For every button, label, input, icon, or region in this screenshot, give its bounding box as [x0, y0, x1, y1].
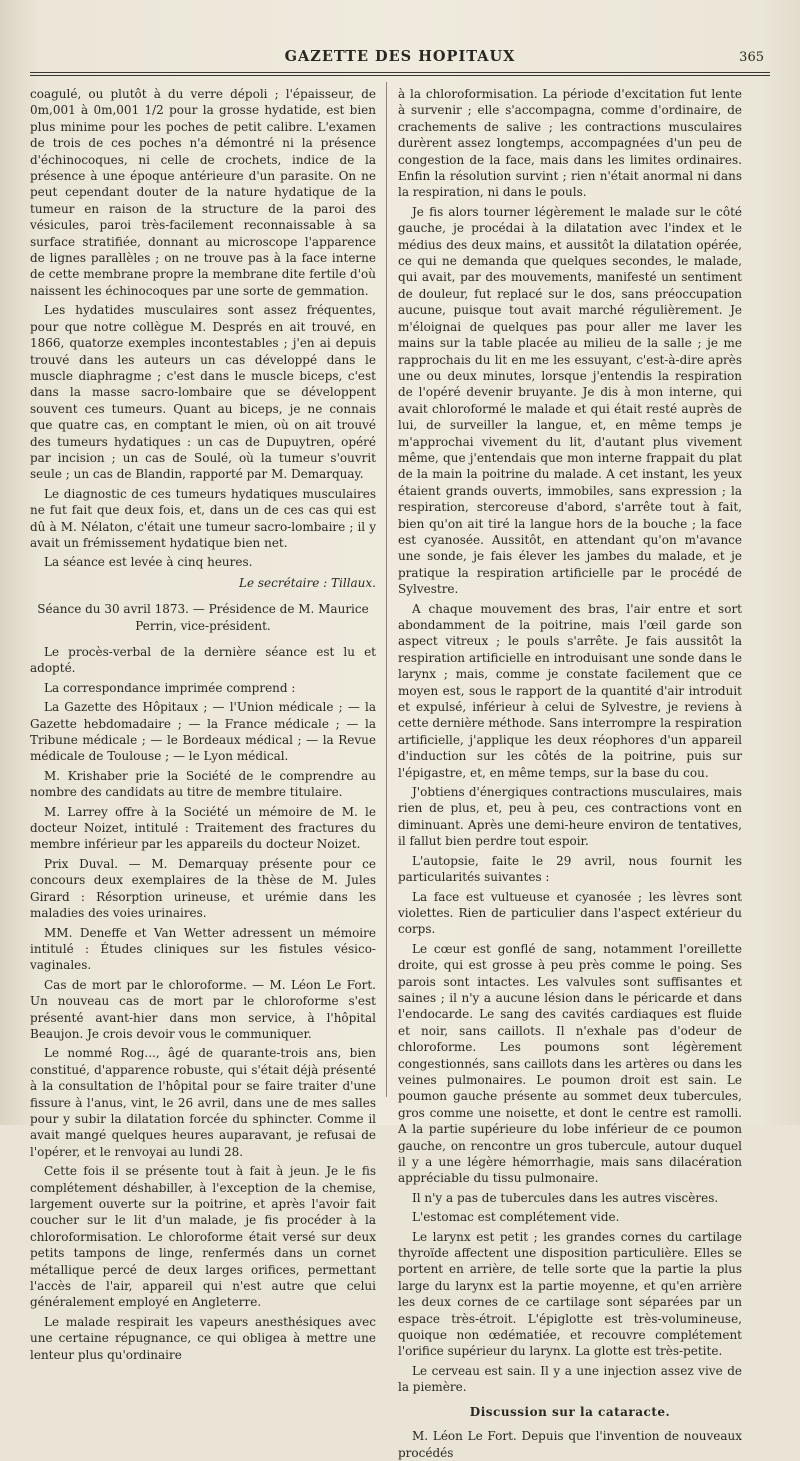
paragraph: J'obtiens d'énergiques contractions musculaires, mais rien de plus, et, peu à peu, ces contractions vont en diminuant. Après une demi-heure environ de tentatives, il fallut bien perdre tout espoir. — [398, 785, 742, 849]
paragraph: La correspondance imprimée comprend : — [44, 680, 296, 695]
paragraph: MM. Deneffe et Van Wetter adressent un mémoire intitulé : Études cliniques sur les fistules vésico-vaginales. — [30, 925, 376, 973]
section-heading: Discussion sur la cataracte. — [469, 1404, 671, 1419]
paragraph: La Gazette des Hôpitaux ; — l'Union médicale ; — la Gazette hebdomadaire ; — la France médicale ; — la Tribune médicale ; — le Bordeaux médical ; — la Revue médicale de Toulouse ; — le Lyon médical. — [30, 700, 376, 764]
paragraph: M. Larrey offre à la Société un mémoire de M. le docteur Noizet, intitulé : Traitement des fractures du membre inférieur par les appareils du docteur Noizet. — [30, 804, 376, 852]
paragraph: La séance est levée à cinq heures. — [44, 555, 253, 570]
paragraph: L'estomac est complétement vide. — [412, 1210, 620, 1225]
paragraph: Le cerveau est sain. Il y a une injection assez vive de la piemère. — [398, 1363, 742, 1395]
paragraph: La face est vultueuse et cyanosée ; les lèvres sont violettes. Rien de particulier dans l'aspect extérieur du corps. — [398, 889, 742, 937]
paragraph: Cette fois il se présente tout à fait à jeun. Je le fis complétement déshabiller, à l'exception de la chemise, largement ouverte sur la poitrine, et après l'avoir fait coucher sur le lit d'un malade, je fis procéder à la chloroformisation. Le chloroforme était versé sur deux petits tampons de linge, renfermés dans un cornet métallique percé de deux larges orifices, permettant l'accès de l'air, appareil qui n'est autre que celui généralement employé en Angleterre. — [30, 1164, 376, 1310]
column-divider — [386, 82, 387, 1097]
paragraph: A chaque mouvement des bras, l'air entre et sort abondamment de la poitrine, mais l'œil garde son aspect vitreux ; le pouls s'arrête. Je fais aussitôt la respiration artificielle en introduisant une sonde dans le larynx ; mais, comme je constate facilement que ce moyen est, sous le rapport de la quantité d'air introduit et expulsé, inférieur à celui de Sylvestre, je reviens à cette dernière méthode. Sans interrompre la respiration artificielle, j'applique les deux réophores d'un appareil d'induction sur les côtés de la poitrine, puis sur l'épigastre, et, en même temps, sur la base du cou. — [398, 601, 742, 780]
paragraph: Le malade respirait les vapeurs anesthésiques avec une certaine répugnance, ce qui obligea à mettre une lenteur plus qu'ordinaire — [30, 1314, 376, 1362]
paragraph: Il n'y a pas de tubercules dans les autres viscères. — [412, 1190, 719, 1205]
paragraph: à la chloroformisation. La période d'excitation fut lente à survenir ; elle s'accompagna, comme d'ordinaire, de crachements de salive ; les contractions musculaires durèrent assez longtemps, accompagnées d'un peu de congestion de la face, mais dans les limites ordinaires. Enfin la résolution survint ; rien n'était anormal ni dans la respiration, ni dans le pouls. — [398, 87, 742, 200]
header-rule — [30, 75, 770, 76]
paragraph: Le cœur est gonflé de sang, notamment l'oreillette droite, qui est grosse à peu près comme le poing. Ses parois sont intactes. Les valvules sont suffisantes et saines ; il n'y a aucune lésion dans le péricarde et dans l'endocarde. Le sang des cavités cardiaques est fluide et noir, sans caillots. Il n'exhale pas d'odeur de chloroforme. Les poumons sont légèrement congestionnés, sans caillots dans les artères ou dans les veines pulmonaires. Le poumon droit est sain. Le poumon gauche présente au sommet deux tubercules, gros comme une noisette, et dont le centre est ramolli. A la partie supérieure du lobe inférieur de ce poumon gauche, on rencontre un gros tubercule, autour duquel il y a une légère hémorrhagie, mais sans dilacération appréciable du tissu pulmonaire. — [398, 941, 742, 1186]
paragraph: coagulé, ou plutôt à du verre dépoli ; l'épaisseur, de 0m,001 à 0m,001 1/2 pour la grosse hydatide, est bien plus minime pour les poches de petit calibre. L'examen de trois de ces poches n'a démontré ni la présence d'échinocoques, ni celle de crochets, indice de la présence à une époque antérieure d'un parasite. On ne peut cependant douter de la nature hydatique de la tumeur en raison de la structure de la paroi des vésicules, paroi très-facilement reconnaissable à sa surface stratifiée, donnant au microscope l'apparence de lignes parallèles ; on ne trouve pas à la face interne de cette membrane propre la membrane dite fertile d'où naissent les échinocoques par une sorte de gemmation. — [30, 87, 376, 298]
paragraph: L'autopsie, faite le 29 avril, nous fournit les particularités suivantes : — [398, 853, 742, 885]
page-header — [30, 44, 770, 73]
left-column — [30, 86, 376, 1362]
page-number: 365 — [739, 50, 764, 65]
paragraph: Les hydatides musculaires sont assez fréquentes, pour que notre collègue M. Després en ait trouvé, en 1866, quatorze exemples incontestables ; j'en ai depuis trouvé dans les auteurs un cas développé dans le muscle diaphragme ; c'est dans le muscle biceps, c'est dans la masse sacro-lombaire que se développent souvent ces tumeurs. Quant au biceps, je ne connais que quatre cas, en comptant le mien, où on ait trouvé des tumeurs hydatiques : un cas de Dupuytren, opéré par incision ; un cas de Soulé, où la tumeur s'ouvrit seule ; un cas de Blandin, rapporté par M. Demarquay. — [30, 303, 376, 482]
paragraph: Le larynx est petit ; les grandes cornes du cartilage thyroïde affectent une disposition particulière. Elles se portent en arrière, de telle sorte que la partie la plus large du larynx est la partie moyenne, et qu'en arrière les deux cornes de ce cartilage sont séparées par un espace très-étroit. L'épiglotte est très-volumineuse, quoique non œdématiée, et recouvre complétement l'orifice supérieur du larynx. La glotte est très-petite. — [398, 1229, 742, 1359]
paragraph: M. Krishaber prie la Société de le comprendre au nombre des candidats au titre de membre titulaire. — [30, 768, 376, 800]
paragraph: Prix Duval. — M. Demarquay présente pour ce concours deux exemplaires de la thèse de M. Jules Girard : Résorption urineuse, et urémie dans les maladies des voies urinaires. — [30, 856, 376, 921]
secretary-signature: Le secrétaire : Tillaux. — [238, 575, 376, 590]
paragraph: Le nommé Rog..., âgé de quarante-trois ans, bien constitué, d'apparence robuste, qui s'était déjà présenté à la consultation de l'hôpital pour se faire traiter d'une fissure à l'anus, vint, le 26 avril, dans une de mes salles pour y subir la dilatation forcée du sphincter. Comme il avait mangé quelques heures auparavant, je refusai de l'opérer, et le renvoyai au lundi 28. — [30, 1046, 376, 1159]
journal-title: GAZETTE DES HOPITAUX — [284, 48, 516, 65]
paragraph: Je fis alors tourner légèrement le malade sur le côté gauche, je procédai à la dilatation avec l'index et le médius des deux mains, et aussitôt la dilatation opérée, ce qui ne demanda que quelques secondes, le malade, qui avait, par des mouvements, manifesté un sentiment de douleur, fut replacé sur le dos, sans préoccupation aucune, puisque tout avait marché régulièrement. Je m'éloignai de quelques pas pour aller me laver les mains sur la table placée au milieu de la salle ; je me rapprochais du lit en me les essuyant, c'est-à-dire après une ou deux minutes, lorsque j'entendis la respiration de l'opéré devenir bruyante. Je dis à mon interne, qui avait chloroformé le malade et qui était resté auprès de lui, de surveiller la langue, et, en même temps je m'approchai vivement du lit, d'autant plus vivement même, que j'entendais que mon interne frappait du plat de la main la poitrine du malade. A cet instant, les yeux étaient grands ouverts, immobiles, sans expression ; la respiration, stercoreuse d'abord, s'arrête tout à fait, bien qu'on ait tiré la langue hors de la bouche ; la face est cyanosée. Aussitôt, en attendant qu'on m'avance une sonde, je fais élever les jambes du malade, et je pratique la respiration artificielle par le procédé de Sylvestre. — [398, 204, 742, 597]
paragraph: Le procès-verbal de la dernière séance est lu et adopté. — [30, 645, 376, 676]
paragraph: Le diagnostic de ces tumeurs hydatiques musculaires ne fut fait que deux fois, et, dans un de ces cas qui est dû à M. Nélaton, c'était une tumeur sacro-lombaire ; il y avait un frémissement hydatique bien net. — [30, 486, 376, 550]
session-heading: Séance du 30 avril 1873. — Présidence de M. Maurice Perrin, vice-président. — [37, 602, 369, 633]
right-column — [398, 86, 742, 1460]
paragraph: M. Léon Le Fort. Depuis que l'invention de nouveaux procédés — [398, 1429, 742, 1460]
paragraph: Cas de mort par le chloroforme. — M. Léon Le Fort. Un nouveau cas de mort par le chloroforme s'est présenté avant-hier dans mon service, à l'hôpital Beaujon. Je crois devoir vous le communiquer. — [30, 977, 376, 1041]
